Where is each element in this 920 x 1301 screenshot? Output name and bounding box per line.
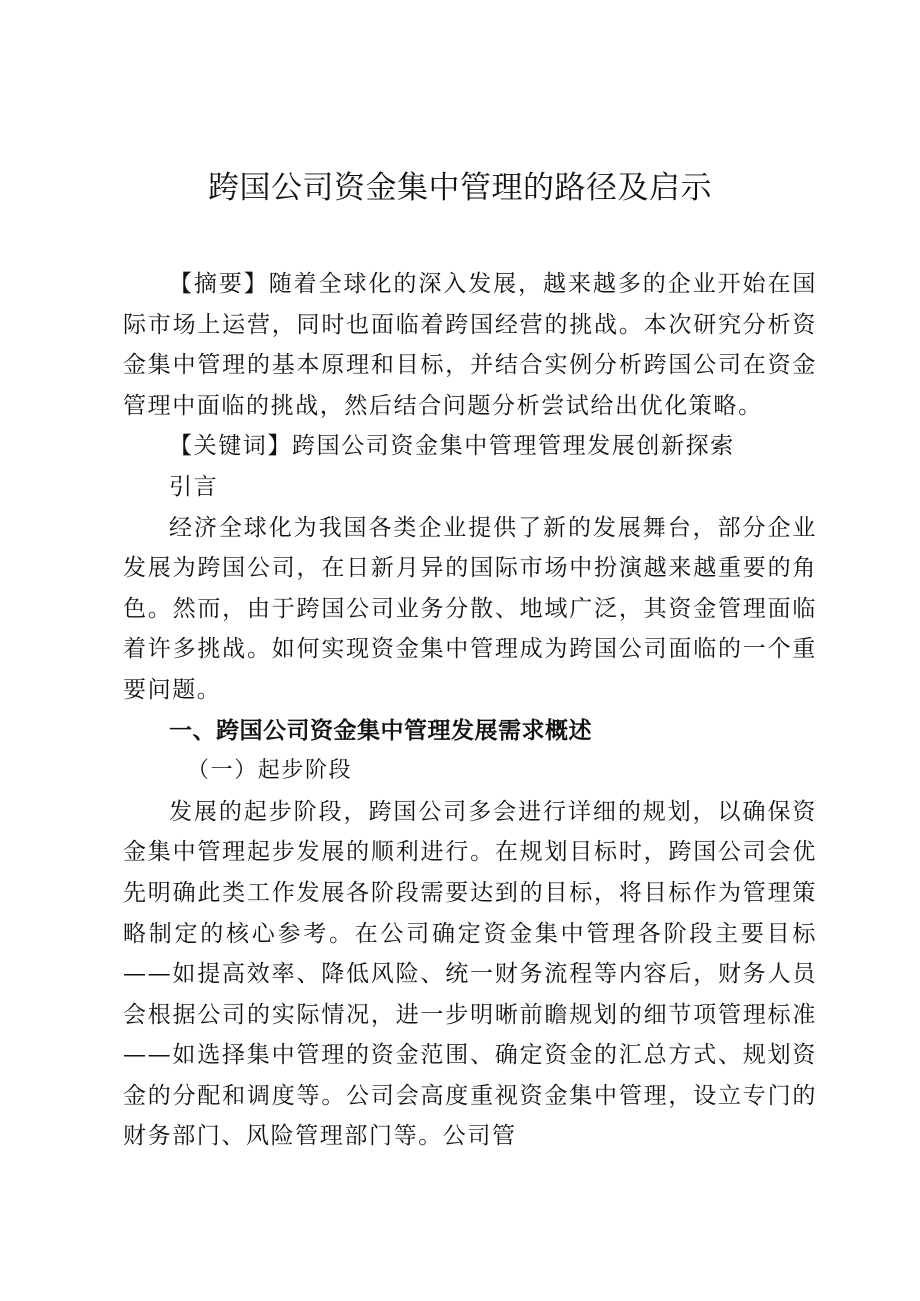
section-heading: 一、跨国公司资金集中管理发展需求概述: [169, 717, 592, 744]
subsection-heading: （一）起步阶段: [187, 758, 353, 784]
abstract-paragraph: 【摘要】随着全球化的深入发展，越来越多的企业开始在国际市场上运营，同时也面临着跨国经营的挑战。本次研究分析资金集中管理的基本原理和目标，并结合实例分析跨国公司在资金管理中面临的挑战，然后结合问题分析尝试给出优化策略。: [123, 271, 817, 419]
document-body: [123, 264, 817, 1157]
intro-paragraph: 经济全球化为我国各类企业提供了新的发展舞台，部分企业发展为跨国公司，在日新月异的国际市场中扮演越来越重要的角色。然而，由于跨国公司业务分散、地域广泛，其资金管理面临着许多挑战。如何实现资金集中管理成为跨国公司面临的一个重要问题。: [123, 514, 817, 703]
subsection-paragraph: 发展的起步阶段，跨国公司多会进行详细的规划，以确保资金集中管理起步发展的顺利进行。在规划目标时，跨国公司会优先明确此类工作发展各阶段需要达到的目标，将目标作为管理策略制定的核心参考。在公司确定资金集中管理各阶段主要目标——如提高效率、降低风险、统一财务流程等内容后，财务人员会根据公司的实际情况，进一步明晰前瞻规划的细节项管理标准——如选择集中管理的资金范围、确定资金的汇总方式、规划资金的分配和调度等。公司会高度重视资金集中管理，设立专门的财务部门、风险管理部门等。公司管: [123, 798, 817, 1150]
keywords-line: 【关键词】跨国公司资金集中管理管理发展创新探索: [169, 433, 735, 460]
document-title: 跨国公司资金集中管理的路径及启示: [208, 170, 712, 206]
intro-heading: 引言: [169, 473, 219, 500]
